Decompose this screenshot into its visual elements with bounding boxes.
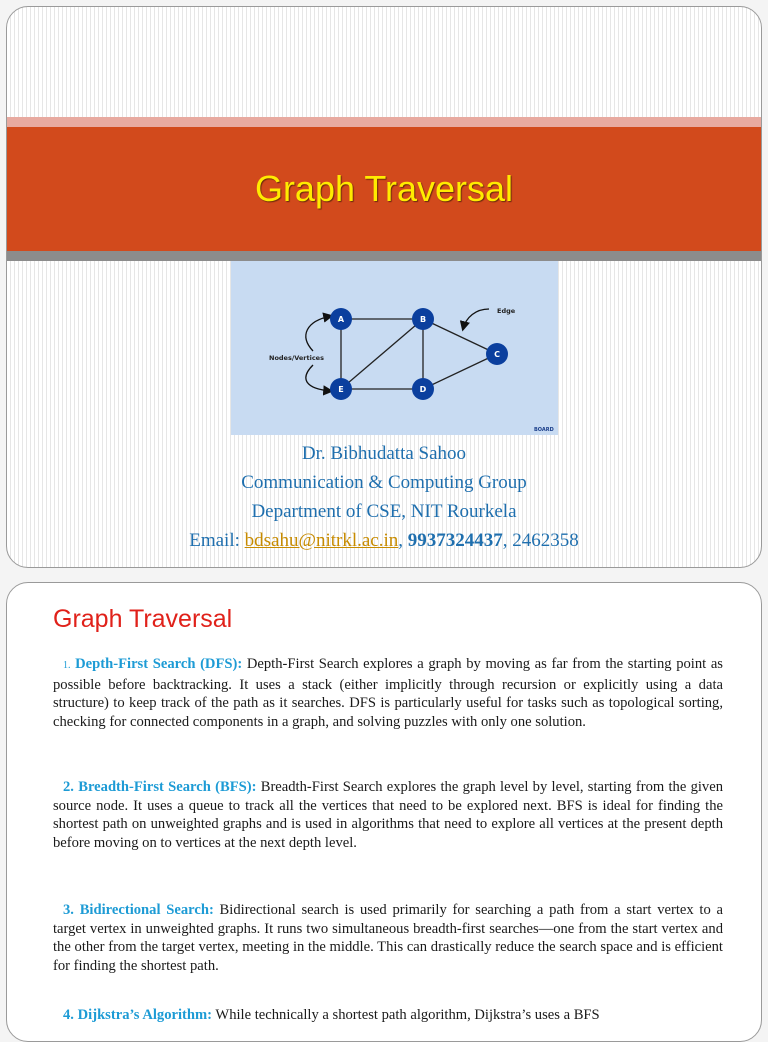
separator: ,: [398, 530, 408, 551]
node-e-label: E: [338, 385, 344, 394]
title-band: [7, 127, 761, 251]
title-slide: [6, 6, 762, 568]
edge-label: Edge: [497, 307, 516, 315]
content-title: Graph Traversal: [53, 605, 233, 633]
graph-figure: [231, 261, 558, 435]
item-text: Depth-First Search explores a graph by moving as far from the starting point as possible before backtracking. It uses a stack (either implicitly through recursion or explicitly using a data structure) to keep track of the path as it searches. DFS is particularly useful for tasks such as topological sorting, checking for connected components in a graph, and solving puzzles with only one solution.: [53, 656, 723, 730]
item-number: 1.: [63, 660, 71, 671]
department-name: Department of CSE, NIT Rourkela: [251, 501, 517, 522]
item-number: 4.: [63, 1007, 74, 1023]
accent-band-top: [7, 117, 761, 127]
board-watermark: BOARD: [534, 427, 554, 433]
slide-title: Graph Traversal: [254, 168, 514, 209]
author-info: [7, 439, 761, 555]
nodes-vertices-label: Nodes/Vertices: [269, 354, 324, 362]
item-text: While technically a shortest path algorithm, Dijkstra’s uses a BFS: [212, 1007, 600, 1023]
item-text: Breadth-First Search explores the graph level by level, starting from the given source node. It uses a queue to track all the vertices that need to be explored next. BFS is ideal for finding the shortest path on unweighted graphs and is used in algorithms that need to explore all vertices at the present depth before moving on to vertices at the next depth level.: [53, 779, 723, 851]
accent-band-bottom: [7, 251, 761, 261]
paragraph-bfs: [53, 778, 723, 852]
paragraph-dijkstra: [53, 1006, 723, 1025]
separator: ,: [502, 530, 513, 551]
phone-mobile: 9937324437: [407, 530, 503, 551]
node-d-label: D: [419, 385, 427, 394]
item-text: Bidirectional search is used primarily for searching a path from a start vertex to a target vertex in unweighted graphs. It runs two simultaneous breadth-first searches—one from the start vertex and the other from the target vertex, meeting in the middle. This can drastically reduce the search space and is efficient for finding the shortest path.: [53, 902, 723, 974]
content-slide: [6, 582, 762, 1042]
nodes-arrow-down: [306, 365, 331, 391]
item-number: 3.: [63, 902, 74, 918]
item-heading: Bidirectional Search:: [79, 902, 214, 918]
paragraph-bidirectional: [53, 901, 723, 975]
edge-arrow: [463, 309, 489, 329]
item-number: 2.: [63, 779, 74, 795]
node-b-label: B: [419, 315, 427, 324]
node-c-label: C: [494, 350, 500, 359]
email-link[interactable]: bdsahu@nitrkl.ac.in: [244, 530, 399, 551]
paragraph-dfs: [53, 655, 723, 731]
phone-office: 2462358: [512, 530, 579, 551]
author-name: Dr. Bibhudatta Sahoo: [301, 443, 467, 464]
group-name: Communication & Computing Group: [241, 472, 527, 493]
nodes-arrow-up: [306, 316, 331, 351]
item-heading: Depth-First Search (DFS):: [75, 656, 243, 672]
item-heading: Dijkstra’s Algorithm:: [77, 1007, 213, 1023]
item-heading: Breadth-First Search (BFS):: [78, 779, 257, 795]
node-a-label: A: [337, 315, 345, 324]
graph-edges: [341, 319, 497, 389]
contact-line: [7, 526, 761, 555]
email-prefix: Email:: [189, 530, 245, 551]
